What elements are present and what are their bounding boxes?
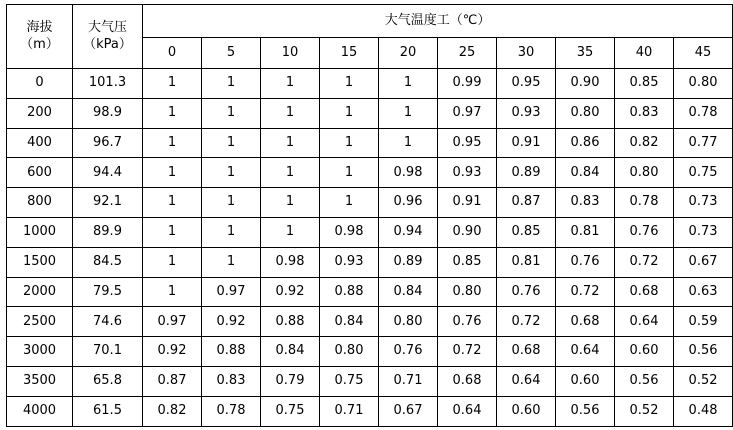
cell-value: 0.90: [438, 217, 497, 247]
table-row: [7, 69, 733, 99]
table-row: [7, 247, 733, 277]
header-temp-20: 20: [379, 38, 438, 69]
table-row: [7, 366, 733, 396]
cell-value: 0.72: [615, 247, 674, 277]
header-temp-45: 45: [674, 38, 733, 69]
cell-value: 0.91: [497, 128, 556, 158]
cell-altitude: 2500: [7, 307, 73, 337]
cell-value: 1: [202, 69, 261, 99]
cell-altitude: 3500: [7, 366, 73, 396]
cell-value: 0.73: [674, 188, 733, 218]
cell-value: 0.64: [556, 337, 615, 367]
cell-value: 1: [202, 128, 261, 158]
cell-value: 0.68: [497, 337, 556, 367]
cell-value: 0.72: [497, 307, 556, 337]
cell-value: 1: [261, 217, 320, 247]
cell-pressure: 101.3: [73, 69, 143, 99]
cell-value: 1: [320, 158, 379, 188]
cell-value: 0.67: [379, 396, 438, 426]
header-temp-25: 25: [438, 38, 497, 69]
cell-value: 0.78: [615, 188, 674, 218]
cell-value: 1: [320, 98, 379, 128]
cell-value: 1: [379, 128, 438, 158]
cell-pressure: 98.9: [73, 98, 143, 128]
cell-value: 0.78: [202, 396, 261, 426]
cell-value: 0.81: [497, 247, 556, 277]
cell-value: 0.96: [379, 188, 438, 218]
cell-value: 0.80: [379, 307, 438, 337]
cell-value: 0.85: [615, 69, 674, 99]
cell-pressure: 84.5: [73, 247, 143, 277]
cell-value: 1: [320, 188, 379, 218]
table-row: [7, 98, 733, 128]
cell-value: 0.71: [379, 366, 438, 396]
cell-altitude: 0: [7, 69, 73, 99]
cell-value: 0.92: [143, 337, 202, 367]
cell-value: 1: [202, 98, 261, 128]
cell-value: 0.95: [438, 128, 497, 158]
cell-value: 0.97: [202, 277, 261, 307]
cell-value: 0.60: [615, 337, 674, 367]
cell-altitude: 1500: [7, 247, 73, 277]
cell-value: 1: [143, 247, 202, 277]
cell-value: 0.75: [261, 396, 320, 426]
cell-value: 0.87: [497, 188, 556, 218]
header-altitude: [7, 5, 73, 69]
header-temp-35: 35: [556, 38, 615, 69]
cell-value: 0.97: [143, 307, 202, 337]
table-row: [7, 337, 733, 367]
cell-value: 1: [143, 277, 202, 307]
cell-value: 1: [143, 188, 202, 218]
cell-value: 1: [143, 69, 202, 99]
cell-value: 0.84: [379, 277, 438, 307]
cell-pressure: 89.9: [73, 217, 143, 247]
cell-altitude: 200: [7, 98, 73, 128]
cell-value: 0.72: [556, 277, 615, 307]
header-row-primary: [7, 5, 733, 38]
cell-value: 0.83: [202, 366, 261, 396]
header-temp-5: 5: [202, 38, 261, 69]
cell-value: 1: [320, 69, 379, 99]
cell-value: 0.81: [556, 217, 615, 247]
cell-value: 0.92: [261, 277, 320, 307]
cell-value: 1: [143, 128, 202, 158]
cell-altitude: 4000: [7, 396, 73, 426]
cell-value: 1: [379, 69, 438, 99]
cell-value: 0.99: [438, 69, 497, 99]
cell-value: 0.92: [202, 307, 261, 337]
cell-value: 0.89: [379, 247, 438, 277]
cell-pressure: 94.4: [73, 158, 143, 188]
cell-value: 0.64: [438, 396, 497, 426]
cell-value: 0.82: [143, 396, 202, 426]
cell-pressure: 70.1: [73, 337, 143, 367]
cell-value: 0.76: [556, 247, 615, 277]
cell-value: 0.79: [261, 366, 320, 396]
cell-value: 0.84: [261, 337, 320, 367]
cell-value: 0.91: [438, 188, 497, 218]
cell-value: 0.48: [674, 396, 733, 426]
cell-value: 0.98: [261, 247, 320, 277]
cell-value: 1: [379, 98, 438, 128]
cell-value: 1: [202, 217, 261, 247]
table-row: [7, 277, 733, 307]
cell-value: 0.68: [615, 277, 674, 307]
cell-value: 1: [261, 69, 320, 99]
cell-value: 0.95: [497, 69, 556, 99]
cell-value: 0.56: [615, 366, 674, 396]
cell-pressure: 65.8: [73, 366, 143, 396]
altitude-temperature-correction-table: [6, 4, 733, 427]
table-row: [7, 128, 733, 158]
cell-value: 0.52: [674, 366, 733, 396]
cell-value: 1: [261, 188, 320, 218]
cell-value: 0.56: [674, 337, 733, 367]
cell-value: 1: [261, 158, 320, 188]
cell-value: 0.52: [615, 396, 674, 426]
header-temp-10: 10: [261, 38, 320, 69]
cell-pressure: 96.7: [73, 128, 143, 158]
cell-value: 0.56: [556, 396, 615, 426]
cell-value: 1: [143, 217, 202, 247]
cell-pressure: 61.5: [73, 396, 143, 426]
cell-value: 0.84: [556, 158, 615, 188]
cell-value: 1: [261, 128, 320, 158]
cell-value: 0.76: [379, 337, 438, 367]
cell-value: 0.76: [497, 277, 556, 307]
header-temp-0: 0: [143, 38, 202, 69]
cell-value: 0.75: [320, 366, 379, 396]
header-pressure-unit: （kPa）: [83, 36, 132, 52]
header-temp-15: 15: [320, 38, 379, 69]
cell-value: 0.89: [497, 158, 556, 188]
cell-value: 0.78: [674, 98, 733, 128]
cell-value: 0.60: [556, 366, 615, 396]
cell-value: 0.98: [320, 217, 379, 247]
header-altitude-label: 海拔: [26, 20, 53, 36]
header-pressure-label: 大气压: [87, 20, 127, 36]
cell-value: 0.85: [438, 247, 497, 277]
cell-value: 0.85: [497, 217, 556, 247]
cell-value: 0.80: [615, 158, 674, 188]
cell-value: 0.76: [438, 307, 497, 337]
cell-value: 0.98: [379, 158, 438, 188]
table-row: [7, 396, 733, 426]
cell-value: 0.87: [143, 366, 202, 396]
cell-value: 0.83: [615, 98, 674, 128]
cell-altitude: 2000: [7, 277, 73, 307]
cell-value: 0.88: [320, 277, 379, 307]
cell-value: 0.60: [497, 396, 556, 426]
cell-value: 0.93: [320, 247, 379, 277]
header-temp-30: 30: [497, 38, 556, 69]
cell-value: 0.83: [556, 188, 615, 218]
cell-value: 0.64: [615, 307, 674, 337]
cell-pressure: 92.1: [73, 188, 143, 218]
cell-value: 0.59: [674, 307, 733, 337]
cell-value: 0.82: [615, 128, 674, 158]
cell-value: 0.88: [202, 337, 261, 367]
table-row: [7, 188, 733, 218]
cell-value: 0.97: [438, 98, 497, 128]
cell-value: 0.93: [497, 98, 556, 128]
cell-value: 0.80: [674, 69, 733, 99]
cell-altitude: 800: [7, 188, 73, 218]
cell-value: 0.63: [674, 277, 733, 307]
cell-pressure: 74.6: [73, 307, 143, 337]
cell-value: 1: [143, 158, 202, 188]
cell-value: 0.80: [320, 337, 379, 367]
cell-value: 0.80: [438, 277, 497, 307]
cell-value: 0.76: [615, 217, 674, 247]
table-row: [7, 307, 733, 337]
cell-value: 0.90: [556, 69, 615, 99]
cell-altitude: 600: [7, 158, 73, 188]
cell-value: 0.64: [497, 366, 556, 396]
table-body: [7, 69, 733, 427]
cell-pressure: 79.5: [73, 277, 143, 307]
cell-value: 1: [202, 158, 261, 188]
table-header: [7, 5, 733, 69]
cell-value: 0.73: [674, 217, 733, 247]
cell-value: 1: [143, 98, 202, 128]
cell-value: 1: [202, 188, 261, 218]
cell-value: 0.72: [438, 337, 497, 367]
cell-value: 0.75: [674, 158, 733, 188]
table-row: [7, 158, 733, 188]
cell-value: 0.93: [438, 158, 497, 188]
cell-value: 0.88: [261, 307, 320, 337]
table-row: [7, 217, 733, 247]
cell-value: 0.68: [556, 307, 615, 337]
cell-value: 1: [261, 98, 320, 128]
cell-value: 0.77: [674, 128, 733, 158]
cell-value: 1: [202, 247, 261, 277]
cell-value: 0.71: [320, 396, 379, 426]
cell-altitude: 400: [7, 128, 73, 158]
cell-altitude: 3000: [7, 337, 73, 367]
cell-value: 0.68: [438, 366, 497, 396]
cell-altitude: 1000: [7, 217, 73, 247]
cell-value: 0.84: [320, 307, 379, 337]
cell-value: 1: [320, 128, 379, 158]
cell-value: 0.94: [379, 217, 438, 247]
header-pressure: [73, 5, 143, 69]
cell-value: 0.67: [674, 247, 733, 277]
header-temp-40: 40: [615, 38, 674, 69]
cell-value: 0.86: [556, 128, 615, 158]
header-altitude-unit: （m）: [20, 36, 59, 52]
cell-value: 0.80: [556, 98, 615, 128]
header-temperature-group: 大气温度工（℃）: [143, 5, 733, 38]
